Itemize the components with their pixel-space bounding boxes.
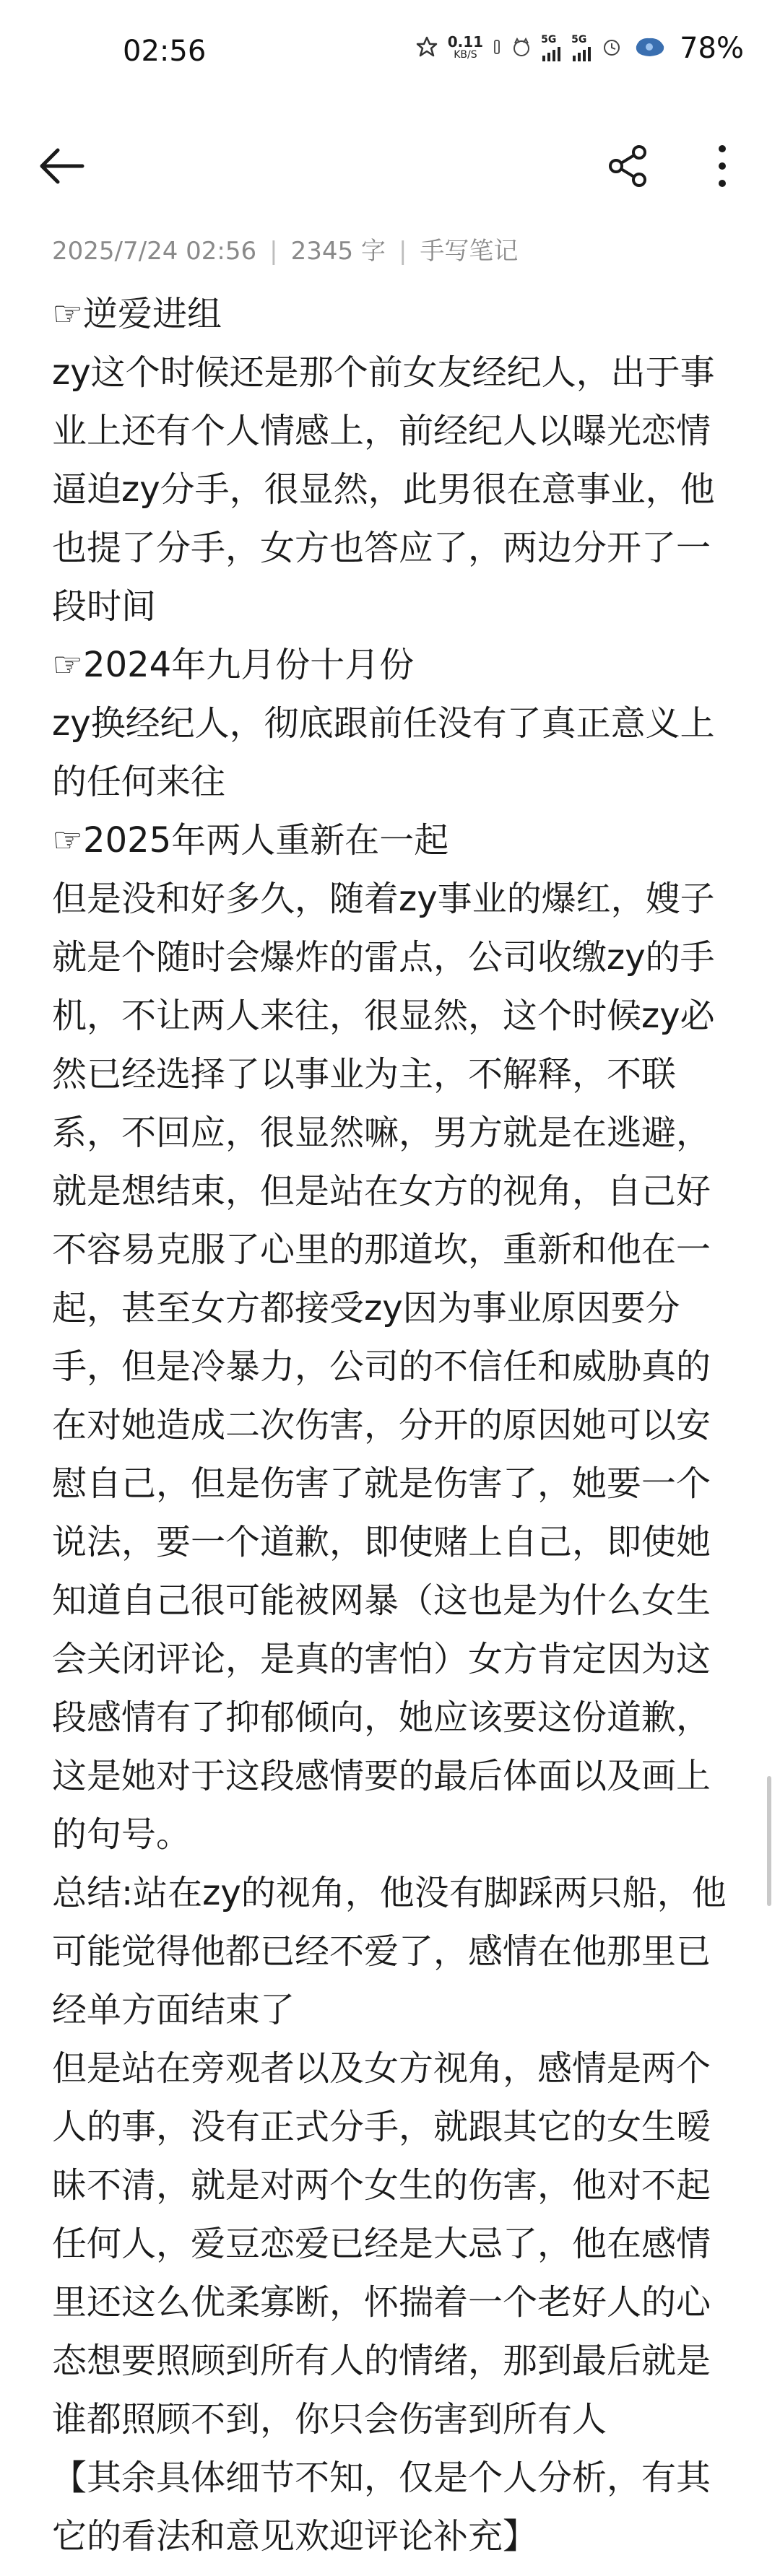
note-line: 不容易克服了心里的那道坎，重新和他在一 (52, 1230, 711, 1270)
note-line: 经单方面结束了 (52, 1990, 295, 2030)
cat-sticker-icon (511, 36, 532, 61)
signal-bars-icon (571, 45, 593, 61)
note-line: 的任何来往 (52, 762, 226, 802)
note-line: 机，不让两人来往，很显然，这个时候zy必 (52, 996, 715, 1036)
note-line: ☞逆爱进组 (52, 294, 222, 334)
note-line: 可能觉得他都已经不爱了，感情在他那里已 (52, 1931, 711, 1972)
note-line: 它的看法和意见欢迎评论补充】 (52, 2516, 538, 2557)
note-line: 里还这么优柔寡断，怀揣着一个老好人的心 (52, 2282, 711, 2323)
signal-1 (541, 34, 563, 64)
net-speed (448, 35, 483, 61)
share-button[interactable] (596, 134, 661, 199)
note-line: 也提了分手，女方也答应了，两边分开了一 (52, 528, 711, 568)
note-line: 任何人，爱豆恋爱已经是大忌了，他在感情 (52, 2224, 711, 2264)
more-button[interactable] (690, 134, 755, 199)
note-line: zy换经纪人，彻底跟前任没有了真正意义上 (52, 703, 715, 744)
note-line: 段感情有了抑郁倾向，她应该要这份道歉， (52, 1697, 711, 1738)
share-icon (606, 144, 651, 188)
toolbar (0, 119, 780, 206)
word-count: 2345 字 (290, 237, 386, 266)
signal-bars-icon (541, 45, 563, 61)
note-line: 在对她造成二次伤害，分开的原因她可以安 (52, 1405, 711, 1445)
divider: | (269, 237, 278, 266)
battery-icon (632, 35, 668, 62)
note-line: 知道自己很可能被网暴（这也是为什么女生 (52, 1580, 711, 1621)
note-line: 手，但是冷暴力，公司的不信任和威胁真的 (52, 1346, 711, 1387)
note-line: 就是想结束，但是站在女方的视角，自己好 (52, 1171, 711, 1211)
note-line: 然已经选择了以事业为主，不解释，不联 (52, 1054, 677, 1095)
note-line: 但是站在旁观者以及女方视角，感情是两个 (52, 2048, 711, 2089)
note-line: 的句号。 (52, 1814, 191, 1855)
note-line: 段时间 (52, 586, 157, 627)
note-line: 系，不回应，很显然嘛，男方就是在逃避， (52, 1113, 711, 1153)
divider: | (398, 237, 407, 266)
signal-2-label: 5G (571, 33, 587, 45)
note-line: 总结:站在zy的视角，他没有脚踩两只船，他 (52, 1873, 727, 1913)
more-vertical-icon (715, 143, 729, 189)
note-line: 会关闭评论，是真的害怕）女方肯定因为这 (52, 1639, 711, 1679)
note-line: 昧不清，就是对两个女生的伤害，他对不起 (52, 2165, 711, 2206)
note-line: 但是没和好多久，随着zy事业的爆红，嫂子 (52, 879, 715, 919)
vibrate-icon (492, 36, 502, 61)
note-line: ☞2025年两人重新在一起 (52, 820, 449, 861)
note-line: zy这个时候还是那个前女友经纪人，出于事 (52, 352, 715, 393)
note-datetime: 2025/7/24 02:56 (52, 237, 257, 266)
note-type: 手写笔记 (420, 237, 519, 266)
note-line: 逼迫zy分手，很显然，此男很在意事业，他 (52, 469, 715, 510)
battery-percent: 78% (680, 32, 744, 65)
scrollbar[interactable] (767, 1776, 771, 1906)
arrow-left-icon (36, 144, 87, 188)
signal-1-label: 5G (541, 33, 557, 45)
signal-2 (571, 34, 593, 64)
note-line: 态想要照顾到所有人的情绪，那到最后就是 (52, 2341, 711, 2381)
note-line: 这是她对于这段感情要的最后体面以及画上 (52, 1756, 711, 1796)
note-meta (52, 231, 518, 266)
note-line: 说法，要一个道歉，即使赌上自己，即使她 (52, 1522, 711, 1562)
pinwheel-icon (415, 35, 439, 62)
note-line: 谁都照顾不到，你只会伤害到所有人 (52, 2399, 607, 2440)
status-bar (0, 0, 780, 108)
note-line: 就是个随时会爆炸的雷点，公司收缴zy的手 (52, 937, 715, 978)
status-time: 02:56 (123, 35, 207, 68)
note-line: ☞2024年九月份十月份 (52, 645, 415, 685)
net-speed-value: 0.11 (447, 33, 484, 51)
note-line: 业上还有个人情感上，前经纪人以曝光恋情 (52, 411, 711, 451)
back-button[interactable] (29, 134, 94, 199)
status-icons (415, 32, 744, 65)
note-line: 人的事，没有正式分手，就跟其它的女生暧 (52, 2107, 711, 2147)
note-line: 起，甚至女方都接受zy因为事业原因要分 (52, 1288, 680, 1328)
note-line: 慰自己，但是伤害了就是伤害了，她要一个 (52, 1463, 711, 1504)
net-speed-unit: KB/S (454, 49, 477, 61)
alarm-icon (602, 36, 623, 61)
note-line: 【其余具体细节不知，仅是个人分析，有其 (52, 2458, 711, 2498)
note-body[interactable] (52, 285, 731, 2566)
